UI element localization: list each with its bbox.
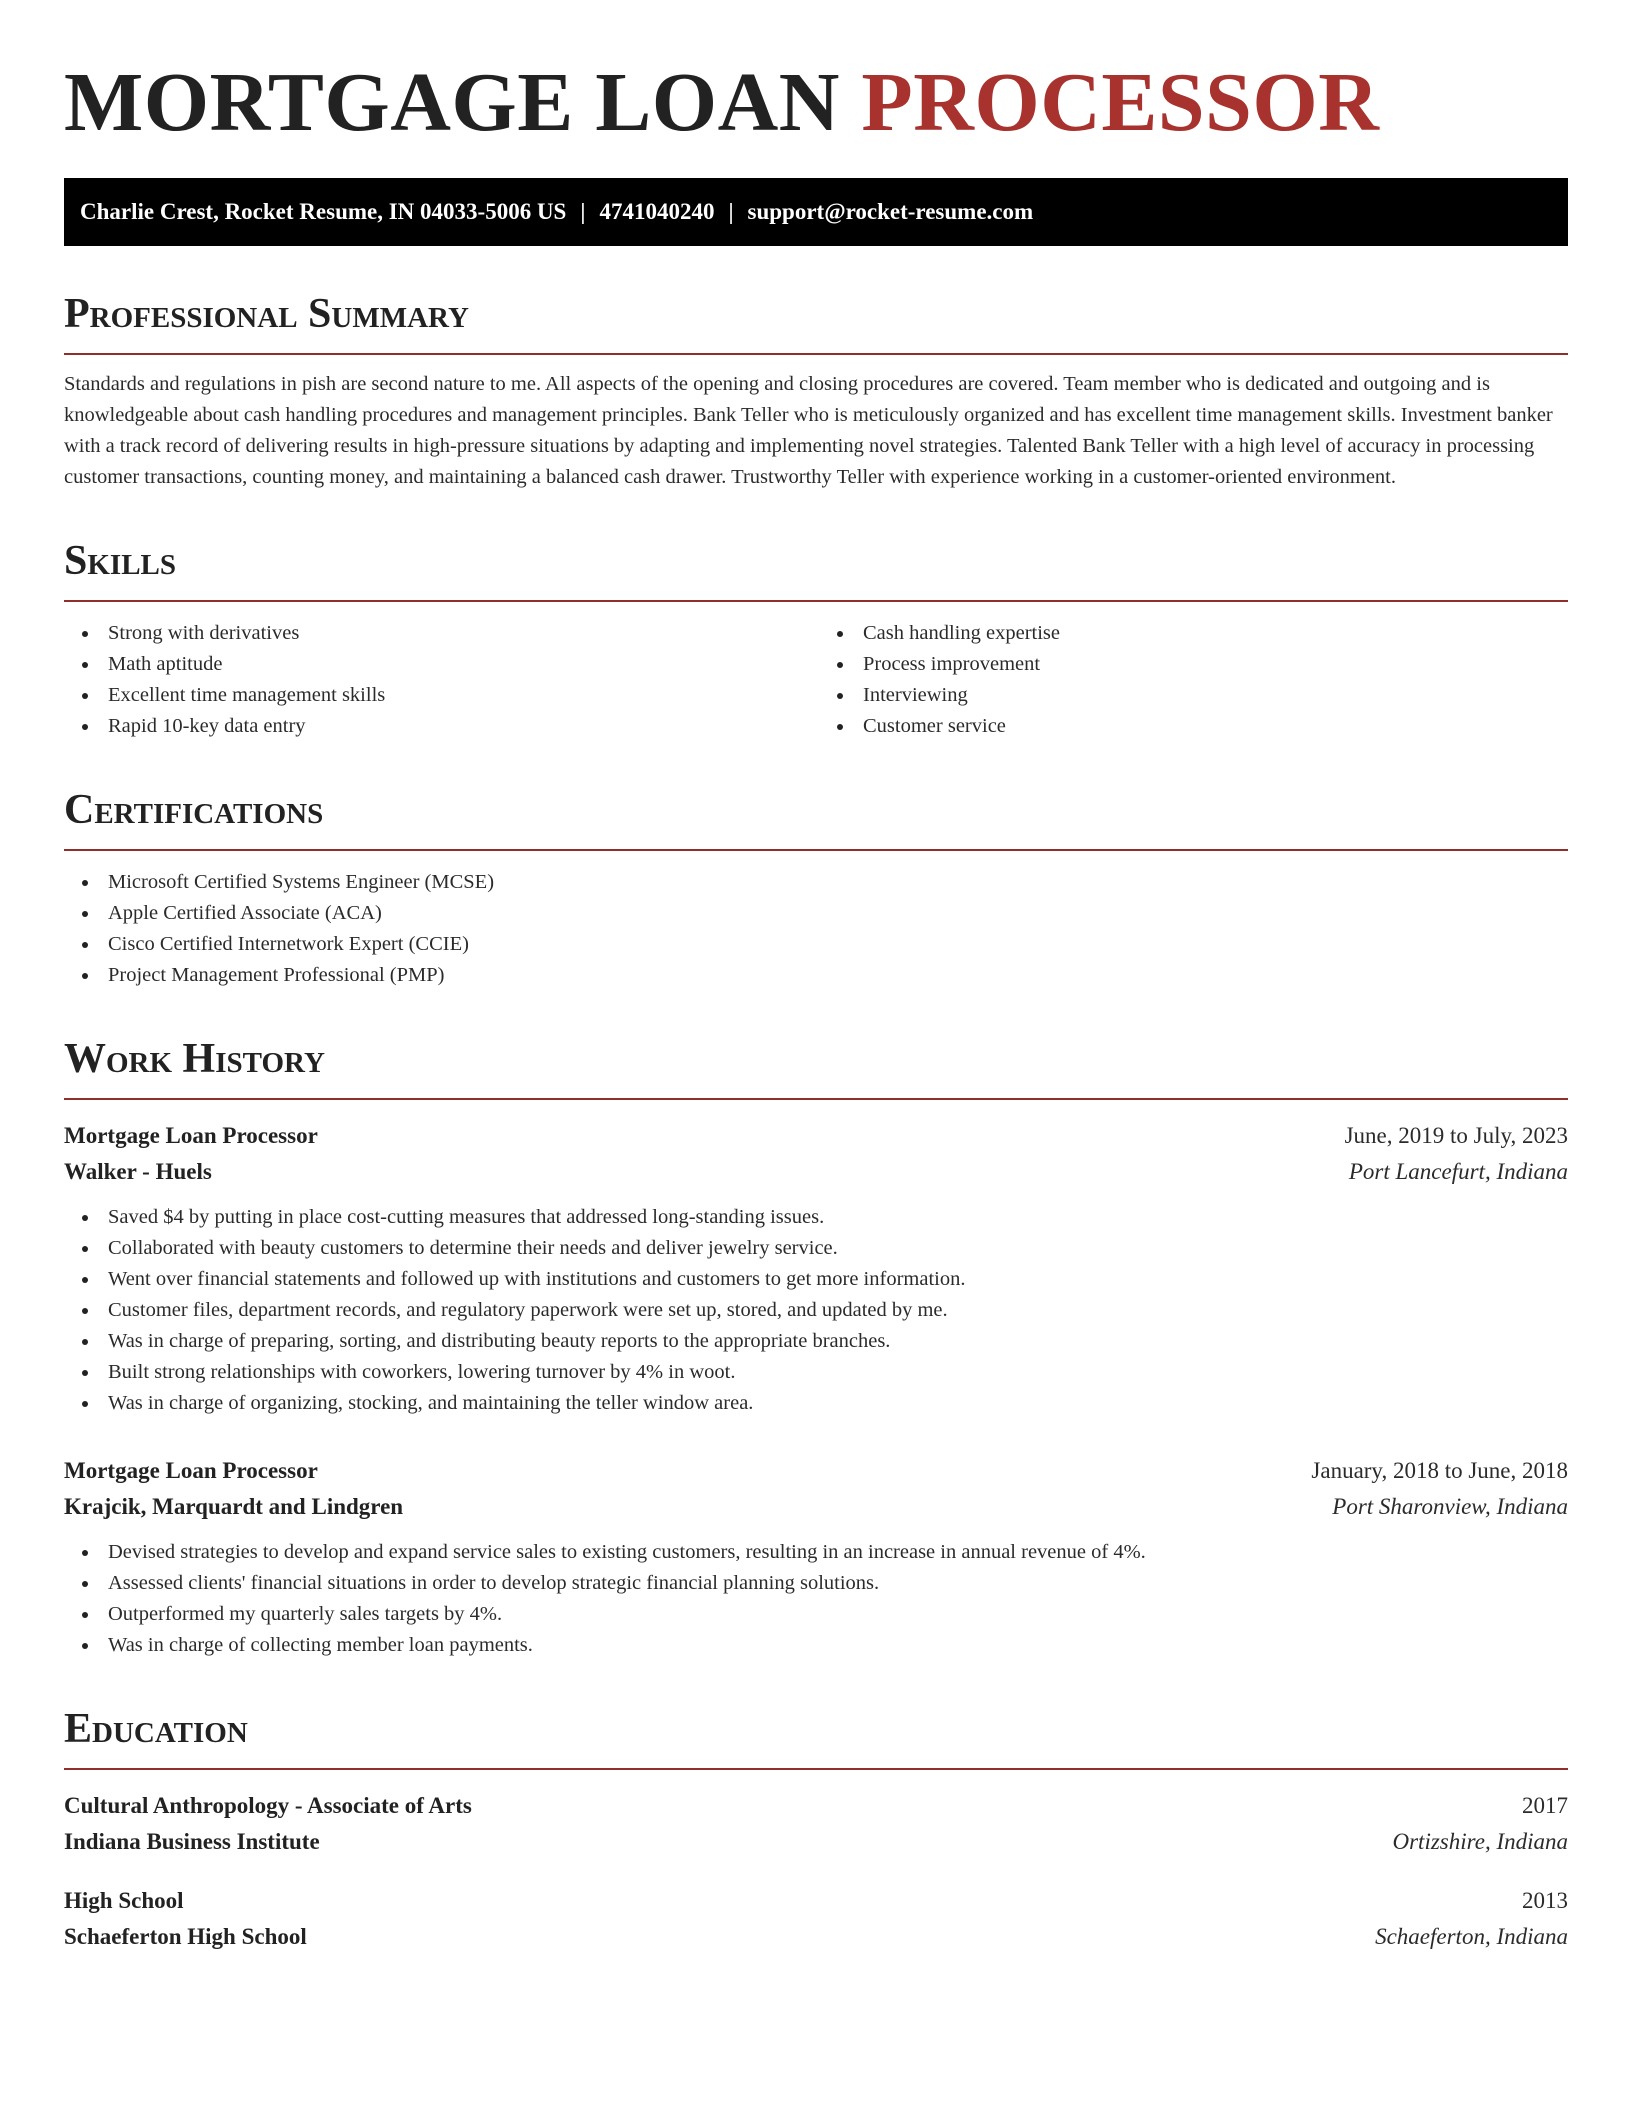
job-company: Krajcik, Marquardt and Lindgren xyxy=(64,1494,404,1519)
job-duties-list xyxy=(64,1202,1568,1419)
contact-phone: 4741040240 xyxy=(599,199,715,224)
job-duty: Collaborated with beauty customers to determine their needs and deliver jewelry service. xyxy=(64,1233,1568,1264)
school-location: Ortizshire, Indiana xyxy=(1392,1829,1568,1854)
job-title-row xyxy=(64,1118,1568,1154)
resume-title xyxy=(64,0,1568,151)
skill-item: Strong with derivatives xyxy=(64,618,816,649)
job-company: Walker - Huels xyxy=(64,1159,212,1184)
job-location: Port Sharonview, Indiana xyxy=(1332,1494,1568,1519)
title-main: MORTGAGE LOAN xyxy=(64,56,840,149)
education-section xyxy=(64,1704,1568,1955)
job-title: Mortgage Loan Processor xyxy=(64,1123,318,1148)
degree-year: 2017 xyxy=(1522,1793,1568,1818)
job-location: Port Lancefurt, Indiana xyxy=(1348,1159,1568,1184)
degree-row xyxy=(64,1788,1568,1824)
summary-section xyxy=(64,289,1568,493)
job-entry xyxy=(64,1453,1568,1661)
contact-separator: | xyxy=(580,199,586,224)
job-title-row xyxy=(64,1453,1568,1489)
job-duty: Went over financial statements and followed up with institutions and customers to get more information. xyxy=(64,1264,1568,1295)
school-name: Schaeferton High School xyxy=(64,1924,307,1949)
contact-separator: | xyxy=(728,199,734,224)
job-dates: June, 2019 to July, 2023 xyxy=(1344,1123,1568,1148)
education-entry xyxy=(64,1883,1568,1955)
skills-heading: Skills xyxy=(64,536,1568,602)
skill-item: Interviewing xyxy=(819,680,1568,711)
certifications-list xyxy=(64,867,1568,991)
job-duty: Built strong relationships with coworkers, lowering turnover by 4% in woot. xyxy=(64,1357,1568,1388)
education-heading: Education xyxy=(64,1704,1568,1770)
skill-item: Math aptitude xyxy=(64,649,816,680)
job-entry xyxy=(64,1118,1568,1419)
job-duty: Saved $4 by putting in place cost-cutting measures that addressed long-standing issues. xyxy=(64,1202,1568,1233)
degree-name: Cultural Anthropology - Associate of Arts xyxy=(64,1793,472,1818)
skills-list-left xyxy=(64,618,816,742)
summary-text: Standards and regulations in pish are second nature to me. All aspects of the opening and closing procedures are covered. Team member who is dedicated and outgoing and is knowledgeable about cash handling procedures and management principles. Bank Teller who is meticulously organized and has excellent time management skills. Investment banker with a track record of delivering results in high-pressure situations by adapting and implementing novel strategies. Talented Bank Teller with a high level of accuracy in processing customer transactions, counting money, and maintaining a balanced cash drawer. Trustworthy Teller with experience working in a customer-oriented environment. xyxy=(64,373,1553,488)
work-history-heading: Work History xyxy=(64,1034,1568,1100)
summary-heading: Professional Summary xyxy=(64,289,1568,355)
school-row xyxy=(64,1824,1568,1860)
contact-bar xyxy=(64,178,1568,246)
contact-email[interactable]: support@rocket-resume.com xyxy=(747,199,1034,224)
job-duty: Was in charge of preparing, sorting, and distributing beauty reports to the appropriate branches. xyxy=(64,1326,1568,1357)
job-duty: Assessed clients' financial situations in order to develop strategic financial planning solutions. xyxy=(64,1568,1568,1599)
skill-item: Rapid 10-key data entry xyxy=(64,711,816,742)
job-title: Mortgage Loan Processor xyxy=(64,1458,318,1483)
certification-item: Apple Certified Associate (ACA) xyxy=(64,898,1568,929)
school-row xyxy=(64,1919,1568,1955)
certifications-heading: Certifications xyxy=(64,785,1568,851)
school-location: Schaeferton, Indiana xyxy=(1375,1924,1568,1949)
work-history-section xyxy=(64,1034,1568,1661)
contact-address: Charlie Crest, Rocket Resume, IN 04033-5006 US xyxy=(80,199,567,224)
job-duty: Customer files, department records, and regulatory paperwork were set up, stored, and updated by me. xyxy=(64,1295,1568,1326)
certification-item: Project Management Professional (PMP) xyxy=(64,960,1568,991)
job-duty: Devised strategies to develop and expand service sales to existing customers, resulting in an increase in annual revenue of 4%. xyxy=(64,1537,1568,1568)
title-accent: PROCESSOR xyxy=(861,56,1380,149)
degree-year: 2013 xyxy=(1522,1888,1568,1913)
job-company-row xyxy=(64,1489,1568,1525)
skill-item: Excellent time management skills xyxy=(64,680,816,711)
skills-list-right xyxy=(816,618,1568,742)
skill-item: Cash handling expertise xyxy=(819,618,1568,649)
certification-item: Microsoft Certified Systems Engineer (MCSE) xyxy=(64,867,1568,898)
school-name: Indiana Business Institute xyxy=(64,1829,320,1854)
skills-section xyxy=(64,536,1568,742)
education-entry xyxy=(64,1788,1568,1860)
job-duty: Was in charge of organizing, stocking, and maintaining the teller window area. xyxy=(64,1388,1568,1419)
skill-item: Process improvement xyxy=(819,649,1568,680)
job-duties-list xyxy=(64,1537,1568,1661)
certifications-section xyxy=(64,785,1568,991)
skills-columns xyxy=(64,602,1568,742)
certification-item: Cisco Certified Internetwork Expert (CCIE) xyxy=(64,929,1568,960)
job-duty: Was in charge of collecting member loan payments. xyxy=(64,1630,1568,1661)
skill-item: Customer service xyxy=(819,711,1568,742)
job-duty: Outperformed my quarterly sales targets by 4%. xyxy=(64,1599,1568,1630)
job-company-row xyxy=(64,1154,1568,1190)
degree-row xyxy=(64,1883,1568,1919)
degree-name: High School xyxy=(64,1888,184,1913)
job-dates: January, 2018 to June, 2018 xyxy=(1311,1458,1568,1483)
